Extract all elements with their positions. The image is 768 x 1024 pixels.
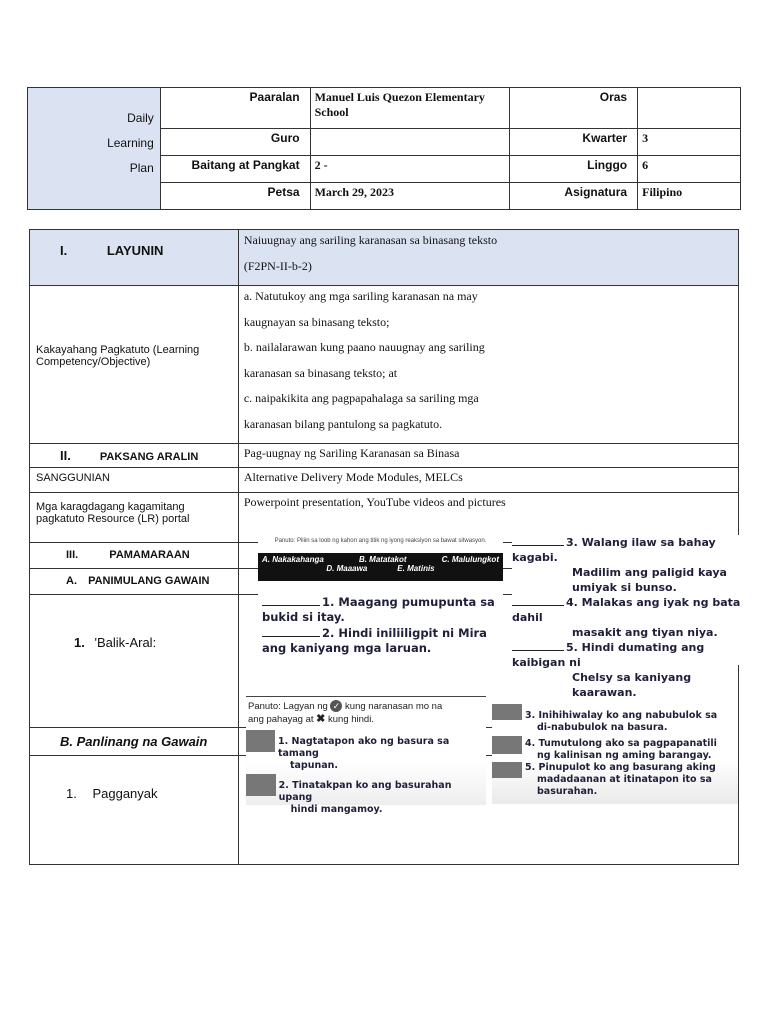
sanggunian-label: SANGGUNIAN <box>30 468 239 493</box>
lr-label: Mga karagdagang kagamitang pagkatuto Resource (LR) portal <box>30 493 239 543</box>
choice-label: A. Nakakahanga <box>262 555 324 564</box>
balik-cell <box>30 595 239 728</box>
answer-box[interactable] <box>246 774 276 796</box>
answer-box[interactable] <box>246 730 275 752</box>
panimula-cell <box>30 569 239 595</box>
activity2-right-panel <box>492 704 738 804</box>
activity1-panuto: Panuto: Piliin sa loob ng kahon ang titik ng iyong reaksiyon sa bawat sitwasyon. <box>274 538 487 544</box>
panlinang-label: B. Panlinang na Gawain <box>30 728 239 756</box>
competency-line: c. naipakikita ang pagpapahalaga sa sariling mga <box>243 391 479 405</box>
kwarter-value: 3 <box>638 129 741 155</box>
answer-box[interactable] <box>492 762 522 778</box>
linggo-label: Linggo <box>510 155 638 182</box>
pamamaraan-cell <box>30 543 239 569</box>
competency-cell <box>238 286 738 444</box>
lr-value: Powerpoint presentation, YouTube videos and pictures <box>238 493 738 543</box>
paksa-value: Pag-uugnay ng Sariling Karanasan sa Binasa <box>238 444 738 468</box>
activity2-item1: 1. Nagtatapon ako ng basura sa tamang tapunan. <box>246 730 486 772</box>
activity2-left-panel <box>246 696 486 815</box>
oras-label: Oras <box>510 88 638 129</box>
pamamaraan-num: III. <box>66 549 79 561</box>
activity2-panuto: Panuto: Lagyan ng ✓ kung naranasan mo na ang pahayag at ✖ kung hindi. <box>248 701 443 725</box>
layunin-num: I. <box>60 243 68 258</box>
paksa-cell <box>30 444 239 468</box>
petsa-value: March 29, 2023 <box>310 182 510 209</box>
balik-label: 'Balik-Aral: <box>94 635 157 650</box>
competency-line: karanasan bilang pantulong sa pagkatuto. <box>243 416 443 431</box>
pagganyak-cell <box>30 756 239 865</box>
layunin-label: LAYUNIN <box>106 243 164 258</box>
layunin-cell <box>30 230 239 286</box>
baitang-label: Baitang at Pangkat <box>160 155 310 182</box>
choice-label: D. Maaawa <box>326 564 368 573</box>
plan-title-line: Learning <box>107 136 154 150</box>
pamamaraan-label: PAMAMARAAN <box>109 549 190 561</box>
competency-line: karanasan sa binasang teksto; at <box>243 365 398 380</box>
answer-box[interactable] <box>492 704 522 720</box>
paksa-num: II. <box>60 448 71 463</box>
choice-label: E. Matinis <box>397 564 435 573</box>
layunin-text-cell <box>238 230 738 286</box>
competency-line: kaugnayan sa binasang teksto; <box>243 314 390 329</box>
activity1-choice-box <box>258 553 503 581</box>
choice-label: B. Matatakot <box>358 555 407 564</box>
paaralan-value: Manuel Luis Quezon Elementary School <box>310 88 510 129</box>
activity1-item: 2. Hindi iniliiligpit ni Mira ang kaniyang mga laruan. <box>262 626 487 655</box>
panimula-label: PANIMULANG GAWAIN <box>88 575 210 587</box>
balik-num: 1. <box>74 635 85 650</box>
paksa-label: PAKSANG ARALIN <box>99 451 199 463</box>
plan-title-line: Plan <box>129 161 154 175</box>
sanggunian-value: Alternative Delivery Mode Modules, MELCs <box>238 468 738 493</box>
activity2-item3: 3. Inihihiwalay ko ang nabubulok sa di-nabubulok na basura. <box>492 704 738 734</box>
activity1-right-panel <box>512 535 742 699</box>
kwarter-label: Kwarter <box>510 129 638 155</box>
pagganyak-label: Pagganyak <box>92 786 158 801</box>
header-table <box>27 87 741 210</box>
activity1-item4: 4. Malakas ang iyak ng bata dahil masakit ang tiyan niya. <box>512 596 741 639</box>
petsa-label: Petsa <box>160 182 310 209</box>
layunin-line: (F2PN-II-b-2) <box>243 258 312 273</box>
activity2-item5: 5. Pinupulot ko ang basurang aking madadaanan at itinatapon ito sa basurahan. <box>492 762 738 798</box>
linggo-value: 6 <box>638 155 741 182</box>
choice-label: C. Malulungkot <box>441 555 499 564</box>
paaralan-label: Paaralan <box>160 88 310 129</box>
x-icon: ✖ <box>316 713 326 725</box>
competency-label: Kakayahang Pagkatuto (Learning Competency/Objective) <box>30 286 239 444</box>
activity1-item3: 3. Walang ilaw sa bahay kagabi. Madilim ang paligid kaya umiyak si bunso. <box>512 536 727 594</box>
plan-title-line: Daily <box>127 111 154 125</box>
guro-value <box>310 129 510 155</box>
guro-label: Guro <box>160 129 310 155</box>
activity1-item5: 5. Hindi dumating ang kaibigan ni Chelsy sa kaniyang kaarawan. <box>512 641 705 699</box>
baitang-value: 2 - <box>310 155 510 182</box>
oras-value <box>638 88 741 129</box>
competency-line: a. Natutukoy ang mga sariling karanasan na may <box>243 289 478 303</box>
panimula-num: A. <box>66 575 77 587</box>
competency-line: b. nailalarawan kung paano nauugnay ang sariling <box>243 340 485 354</box>
asignatura-value: Filipino <box>638 182 741 209</box>
activity2-item4: 4. Tumutulong ako sa pagpapanatili ng kalinisan ng aming barangay. <box>492 736 738 762</box>
asignatura-label: Asignatura <box>510 182 638 209</box>
answer-box[interactable] <box>492 736 522 754</box>
activity2-item2: 2. Tinatakpan ko ang basurahan upang hindi mangamoy. <box>246 774 486 816</box>
activity1-left-panel <box>258 535 503 665</box>
check-icon: ✓ <box>330 700 342 712</box>
layunin-line: Naiuugnay ang sariling karanasan sa binasang teksto <box>243 233 498 247</box>
activity1-item: 1. Maagang pumupunta sa bukid si itay. <box>262 595 495 624</box>
pagganyak-num: 1. <box>66 786 77 801</box>
plan-title-cell <box>28 88 161 210</box>
